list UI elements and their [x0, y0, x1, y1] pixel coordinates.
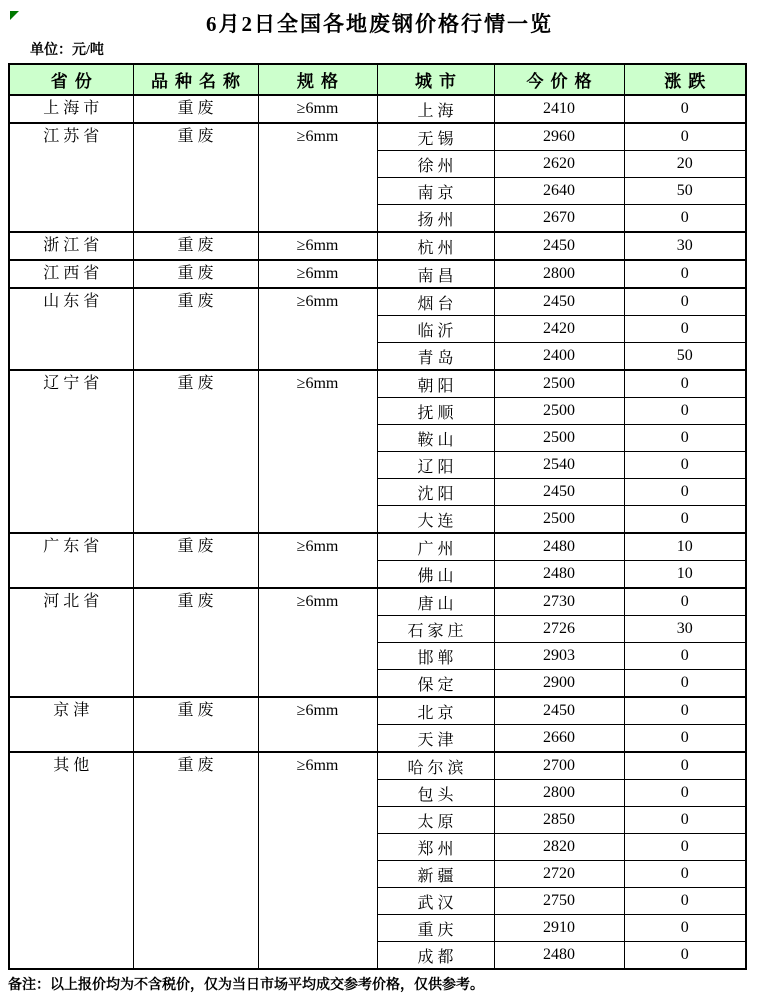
unit-label: 单位：元/吨	[30, 43, 104, 58]
city-cell: 大连	[377, 506, 494, 534]
spec-cell	[258, 123, 377, 232]
province-cell	[9, 697, 133, 752]
spec-cell	[258, 288, 377, 370]
price-cell: 2480	[494, 942, 624, 970]
city-cell: 无锡	[377, 123, 494, 151]
change-cell: 0	[624, 861, 746, 888]
price-table	[8, 63, 747, 970]
table-row	[9, 533, 746, 561]
variety-cell	[133, 123, 258, 232]
price-cell: 2660	[494, 725, 624, 753]
variety-cell-label: 重废	[177, 128, 218, 145]
city-cell: 郑州	[377, 834, 494, 861]
city-cell: 临沂	[377, 316, 494, 343]
change-cell: 0	[624, 205, 746, 233]
province-cell	[9, 232, 133, 260]
price-cell: 2540	[494, 452, 624, 479]
variety-cell	[133, 697, 258, 752]
change-cell: 0	[624, 752, 746, 780]
price-cell: 2420	[494, 316, 624, 343]
variety-cell-label: 重废	[177, 293, 218, 310]
price-cell: 2670	[494, 205, 624, 233]
column-header-1: 品种名称	[133, 64, 258, 95]
table-row	[9, 95, 746, 123]
city-cell: 辽阳	[377, 452, 494, 479]
price-cell: 2450	[494, 232, 624, 260]
column-header-2: 规格	[258, 64, 377, 95]
change-cell: 0	[624, 370, 746, 398]
spec-cell	[258, 260, 377, 288]
city-cell: 哈尔滨	[377, 752, 494, 780]
spec-cell-label: ≥6mm	[296, 757, 339, 774]
change-cell: 0	[624, 316, 746, 343]
variety-cell-label: 重废	[177, 757, 218, 774]
price-cell: 2450	[494, 697, 624, 725]
province-cell-label: 广东省	[43, 538, 104, 555]
column-header-3: 城市	[377, 64, 494, 95]
spec-cell-label: ≥6mm	[296, 702, 339, 719]
spec-cell	[258, 232, 377, 260]
change-cell: 0	[624, 288, 746, 316]
change-cell: 20	[624, 151, 746, 178]
city-cell: 鞍山	[377, 425, 494, 452]
province-cell	[9, 95, 133, 123]
city-cell: 太原	[377, 807, 494, 834]
city-cell: 徐州	[377, 151, 494, 178]
province-cell-label: 山东省	[43, 293, 104, 310]
province-cell	[9, 370, 133, 533]
price-cell: 2750	[494, 888, 624, 915]
table-row	[9, 588, 746, 616]
change-cell: 0	[624, 479, 746, 506]
change-cell: 0	[624, 725, 746, 753]
city-cell: 佛山	[377, 561, 494, 589]
change-cell: 10	[624, 561, 746, 589]
city-cell: 抚顺	[377, 398, 494, 425]
price-cell: 2640	[494, 178, 624, 205]
variety-cell-label: 重废	[177, 593, 218, 610]
province-cell	[9, 288, 133, 370]
column-header-5: 涨跌	[624, 64, 746, 95]
variety-cell-label: 重废	[177, 375, 218, 392]
variety-cell	[133, 232, 258, 260]
change-cell: 30	[624, 232, 746, 260]
price-cell: 2500	[494, 425, 624, 452]
city-cell: 扬州	[377, 205, 494, 233]
price-cell: 2800	[494, 780, 624, 807]
city-cell: 烟台	[377, 288, 494, 316]
column-header-4: 今价格	[494, 64, 624, 95]
price-cell: 2730	[494, 588, 624, 616]
spec-cell	[258, 533, 377, 588]
variety-cell	[133, 588, 258, 697]
city-cell: 南昌	[377, 260, 494, 288]
change-cell: 0	[624, 643, 746, 670]
spec-cell-label: ≥6mm	[296, 293, 339, 310]
variety-cell-label: 重废	[177, 237, 218, 254]
city-cell: 保定	[377, 670, 494, 698]
change-cell: 0	[624, 915, 746, 942]
price-cell: 2480	[494, 533, 624, 561]
change-cell: 30	[624, 616, 746, 643]
change-cell: 0	[624, 780, 746, 807]
change-cell: 0	[624, 670, 746, 698]
province-cell	[9, 123, 133, 232]
province-cell	[9, 752, 133, 969]
change-cell: 0	[624, 506, 746, 534]
variety-cell	[133, 533, 258, 588]
price-cell: 2450	[494, 288, 624, 316]
change-cell: 50	[624, 178, 746, 205]
province-cell-label: 京津	[53, 702, 94, 719]
change-cell: 50	[624, 343, 746, 371]
price-cell: 2903	[494, 643, 624, 670]
variety-cell	[133, 370, 258, 533]
city-cell: 成都	[377, 942, 494, 970]
price-cell: 2480	[494, 561, 624, 589]
price-cell: 2900	[494, 670, 624, 698]
city-cell: 上海	[377, 95, 494, 123]
price-cell: 2820	[494, 834, 624, 861]
change-cell: 0	[624, 452, 746, 479]
price-cell: 2910	[494, 915, 624, 942]
spec-cell-label: ≥6mm	[296, 538, 339, 555]
price-cell: 2400	[494, 343, 624, 371]
variety-cell	[133, 288, 258, 370]
change-cell: 0	[624, 95, 746, 123]
price-cell: 2500	[494, 398, 624, 425]
province-cell	[9, 588, 133, 697]
spec-cell	[258, 95, 377, 123]
province-cell-label: 江苏省	[43, 128, 104, 145]
city-cell: 重庆	[377, 915, 494, 942]
price-cell: 2720	[494, 861, 624, 888]
province-cell-label: 其他	[53, 757, 94, 774]
city-cell: 沈阳	[377, 479, 494, 506]
price-cell: 2410	[494, 95, 624, 123]
change-cell: 0	[624, 260, 746, 288]
change-cell: 0	[624, 123, 746, 151]
price-cell: 2620	[494, 151, 624, 178]
spec-cell-label: ≥6mm	[296, 375, 339, 392]
city-cell: 包头	[377, 780, 494, 807]
province-cell-label: 辽宁省	[43, 375, 104, 392]
city-cell: 唐山	[377, 588, 494, 616]
change-cell: 0	[624, 807, 746, 834]
spec-cell	[258, 752, 377, 969]
province-cell	[9, 533, 133, 588]
excel-corner-flag-icon	[10, 11, 19, 20]
change-cell: 10	[624, 533, 746, 561]
city-cell: 青岛	[377, 343, 494, 371]
table-row	[9, 232, 746, 260]
variety-cell	[133, 752, 258, 969]
city-cell: 石家庄	[377, 616, 494, 643]
city-cell: 朝阳	[377, 370, 494, 398]
city-cell: 邯郸	[377, 643, 494, 670]
table-row	[9, 697, 746, 725]
change-cell: 0	[624, 697, 746, 725]
province-cell-label: 江西省	[43, 265, 104, 282]
change-cell: 0	[624, 888, 746, 915]
price-cell: 2500	[494, 370, 624, 398]
column-header-0: 省份	[9, 64, 133, 95]
variety-cell-label: 重废	[177, 265, 218, 282]
table-row	[9, 260, 746, 288]
price-cell: 2800	[494, 260, 624, 288]
spec-cell	[258, 370, 377, 533]
city-cell: 新疆	[377, 861, 494, 888]
table-row	[9, 752, 746, 780]
province-cell-label: 上海市	[43, 100, 104, 117]
variety-cell-label: 重废	[177, 702, 218, 719]
city-cell: 武汉	[377, 888, 494, 915]
price-cell: 2700	[494, 752, 624, 780]
change-cell: 0	[624, 398, 746, 425]
spec-cell-label: ≥6mm	[296, 100, 339, 117]
price-cell: 2726	[494, 616, 624, 643]
price-cell: 2850	[494, 807, 624, 834]
table-row	[9, 288, 746, 316]
price-cell: 2500	[494, 506, 624, 534]
city-cell: 北京	[377, 697, 494, 725]
footnote: 备注：以上报价均为不含税价，仅为当日市场平均成交参考价格，仅供参考。	[8, 978, 484, 993]
city-cell: 杭州	[377, 232, 494, 260]
spec-cell-label: ≥6mm	[296, 237, 339, 254]
table-row	[9, 123, 746, 151]
province-cell-label: 浙江省	[43, 237, 104, 254]
price-cell: 2450	[494, 479, 624, 506]
change-cell: 0	[624, 425, 746, 452]
variety-cell-label: 重废	[177, 100, 218, 117]
change-cell: 0	[624, 942, 746, 970]
table-row	[9, 370, 746, 398]
change-cell: 0	[624, 834, 746, 861]
city-cell: 广州	[377, 533, 494, 561]
province-cell-label: 河北省	[43, 593, 104, 610]
variety-cell-label: 重废	[177, 538, 218, 555]
spec-cell	[258, 588, 377, 697]
variety-cell	[133, 260, 258, 288]
table-header-row	[9, 64, 746, 95]
province-cell	[9, 260, 133, 288]
city-cell: 南京	[377, 178, 494, 205]
change-cell: 0	[624, 588, 746, 616]
page-title: 6月2日全国各地废钢价格行情一览	[206, 12, 553, 36]
spec-cell	[258, 697, 377, 752]
spec-cell-label: ≥6mm	[296, 265, 339, 282]
spec-cell-label: ≥6mm	[296, 593, 339, 610]
spec-cell-label: ≥6mm	[296, 128, 339, 145]
city-cell: 天津	[377, 725, 494, 753]
price-cell: 2960	[494, 123, 624, 151]
variety-cell	[133, 95, 258, 123]
